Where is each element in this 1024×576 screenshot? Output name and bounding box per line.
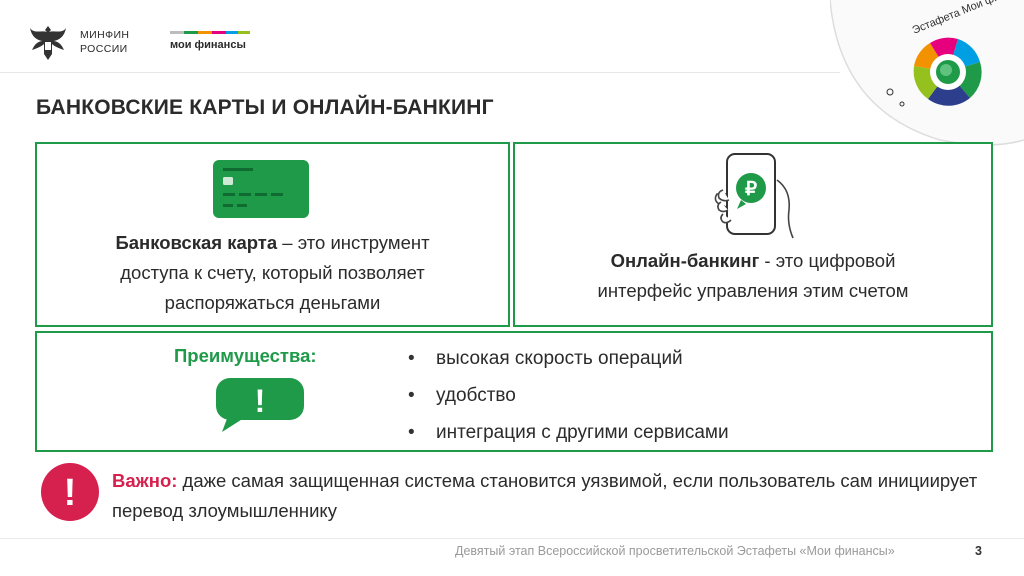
advantages-list bbox=[408, 340, 729, 451]
project-name: мои финансы bbox=[170, 39, 246, 51]
footer-divider bbox=[0, 538, 1024, 539]
bank-card-panel bbox=[35, 142, 510, 327]
footer-text: Девятый этап Всероссийской просветительской Эстафеты «Мои финансы» bbox=[455, 544, 895, 558]
page-title: БАНКОВСКИЕ КАРТЫ И ОНЛАЙН-БАНКИНГ bbox=[36, 96, 494, 119]
eagle-emblem-icon bbox=[26, 20, 70, 64]
online-banking-term: Онлайн-банкинг bbox=[610, 250, 760, 271]
estafeta-logo bbox=[830, 0, 1024, 148]
bank-card-term: Банковская карта bbox=[115, 232, 278, 253]
list-item: • высокая скорость операций bbox=[408, 340, 729, 377]
project-color-bar bbox=[170, 31, 250, 34]
credit-card-icon bbox=[213, 160, 309, 220]
svg-text:!: ! bbox=[254, 383, 266, 419]
list-item: • удобство bbox=[408, 377, 729, 414]
page-number: 3 bbox=[975, 544, 982, 558]
org-name: МИНФИН РОССИИ bbox=[80, 29, 130, 55]
important-text: даже самая защищенная система становится уязвимой, если пользователь сам инициирует перевод злоумышленнику bbox=[112, 470, 978, 521]
online-banking-panel bbox=[513, 142, 993, 327]
important-label: Важно: bbox=[112, 470, 178, 491]
speech-bubble-exclamation-icon bbox=[214, 378, 306, 432]
header-divider bbox=[0, 72, 840, 73]
ruble-icon: ₽ bbox=[744, 179, 758, 200]
smartphone-hand-icon bbox=[705, 150, 805, 242]
advantages-title: Преимущества: bbox=[174, 345, 317, 366]
online-banking-definition: Онлайн-банкинг - это цифровой интерфейс управления этим счетом bbox=[597, 250, 909, 301]
important-note bbox=[112, 466, 1012, 526]
bank-card-definition: Банковская карта – это инструмент доступа к счету, который позволяет распоряжаться деньгами bbox=[115, 232, 430, 313]
exclamation-circle-icon bbox=[40, 462, 100, 522]
svg-text:!: ! bbox=[63, 472, 77, 514]
list-item: • интеграция с другими сервисами bbox=[408, 414, 729, 451]
